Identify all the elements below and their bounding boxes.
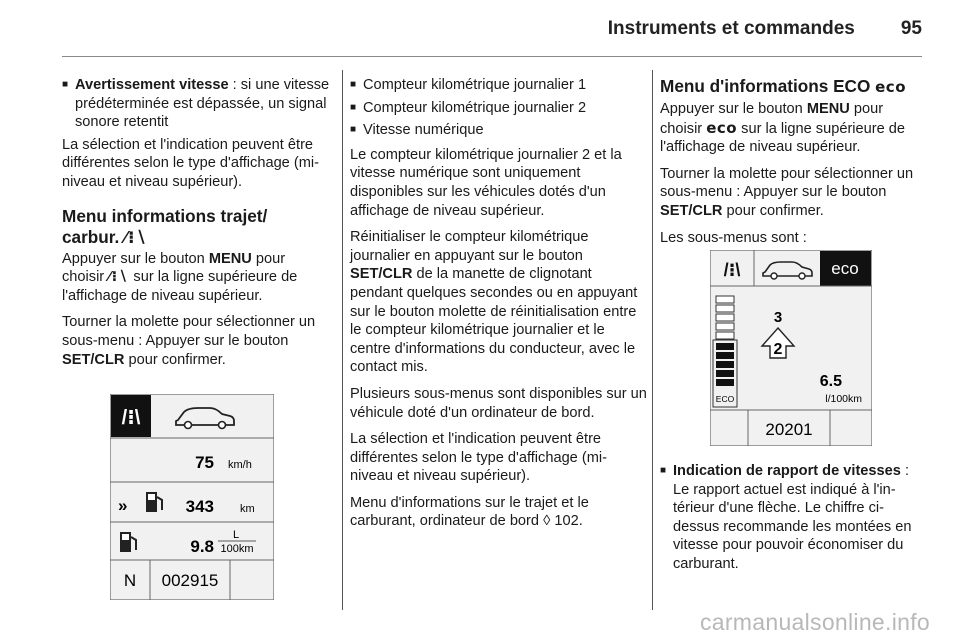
eco-tab-label: eco [831,259,859,278]
bullet-speed-warning [62,76,330,132]
current-gear: 2 [773,341,783,358]
paragraph-several-submenus: Plusieurs sous-menus sont disponibles sur un véhicule doté d'un ordinateur de bord. [350,385,647,421]
setclr-keyword: SET/CLR [660,202,723,219]
trip-icon: ⁄⁝∖ [124,226,149,247]
column-3-bottom [660,462,922,578]
menu-keyword: MENU [806,101,850,117]
reference-arrow-icon: ◊ [543,513,551,530]
bullet-gear-indication: ■ Indication de rapport de vitesses : Le rapport actuel est indiqué à l'intérieur d'une flèche. Le chiffre ci-dessus recommande les montées en vitesse pour pouvoir économiser du carburant. [660,462,922,574]
consumption-unit-top: L [232,529,240,541]
watermark: carmanualsonline.info [699,609,930,635]
double-chevron-icon: » [118,496,128,515]
trip-display-illustration [110,394,274,600]
eco-display-illustration [710,250,872,446]
page-number: 95 [900,18,922,39]
eco-gauge-label: ECO [715,394,735,404]
trip-icon: /⁝\ [723,260,741,280]
menu-keyword: MENU [208,250,252,267]
eco-consumption-value: 6.5 [819,373,842,390]
recommended-gear: 3 [773,309,783,326]
bullet-trip-1: ■ Compteur kilométrique journalier 1 [350,76,648,95]
paragraph-trip-availability: Le compteur kilométrique journalier 2 et la vitesse numérique sont uniquement disponibles sur les véhicules dotés d'un affichage de niveau supérieur. [350,146,622,219]
setclr-keyword: SET/CLR [62,351,125,368]
range-unit: km [240,503,255,515]
column-3 [660,76,922,255]
bullet-digital-speed: ■ Vitesse numérique [350,121,648,140]
column-divider [342,70,343,610]
gear-indicator: N [123,571,137,590]
consumption-value: 9.8 [190,537,214,556]
paragraph-turn: Tourner la molette pour sélectionner un sous-menu : Appuyer sur le bouton SET/CLR pour confirmer. [660,165,914,219]
eco-odometer-value: 20201 [765,420,813,439]
paragraph-selection: La sélection et l'indication peuvent être différentes selon le type d'affichage (mi-niveau et niveau supérieur). [62,136,319,190]
header-rule [62,56,922,57]
odometer-value: 002915 [161,571,219,590]
bullet-text: : si une vitesse prédéterminée est dépassée, un signal sonore retentit [75,77,330,131]
paragraph-reset: Réinitialiser le compteur kilométrique journalier en appuyant sur le bouton SET/CLR de la manette de clignotant pendant quelques secondes ou en appuyant sur le bouton molette de réinitialisation entre le compteur kilométrique journalier et le centre d'informations du conducteur, avec le contact mis. [350,229,638,376]
header-title: Instruments et commandes [607,18,855,39]
bullet-title: Avertissement vitesse [75,77,229,93]
speed-value: 75 [195,453,214,472]
eco-consumption-unit: l/100km [825,393,862,405]
setclr-keyword: SET/CLR [350,266,413,283]
eco-icon: eco [875,78,906,96]
bullet-trip-2: ■ Compteur kilométrique journalier 2 [350,99,648,118]
paragraph-submenus: Les sous-menus sont : [660,229,807,246]
column-2 [350,76,648,539]
paragraph-reference: Menu d'informations sur le trajet et le carburant, ordinateur de bord ◊ 102. [350,494,589,530]
range-value: 343 [185,497,214,516]
paragraph-menu: Appuyer sur le bouton MENU pour choisir eco sur la ligne supérieure de l'affichage de niveau supérieur. [660,101,906,156]
svg-text:/⁝\: /⁝\ [121,407,141,429]
section-heading-eco: Menu d'informations ECO eco [660,76,906,96]
paragraph-turn: Tourner la molette pour sélectionner un sous-menu : Appuyer sur le bouton SET/CLR pour confirmer. [62,314,316,368]
eco-icon: eco [706,118,738,137]
column-1 [62,76,330,377]
paragraph-selection: La sélection et l'indication peuvent être différentes selon le type d'affichage (mi-niveau et niveau supérieur). [350,431,607,485]
page-header [608,18,922,40]
trip-icon: ⁄⁝∖ [108,269,130,286]
paragraph-menu: Appuyer sur le bouton MENU pour choisir ⁄⁝∖ sur la ligne supérieure de l'affichage de niveau supérieur. [62,250,298,304]
speed-unit: km/h [228,459,252,471]
consumption-unit-bottom: 100km [220,543,254,555]
section-heading-trip: Menu informations trajet/ carbur. ⁄⁝∖ [62,205,268,247]
column-divider [652,70,653,610]
